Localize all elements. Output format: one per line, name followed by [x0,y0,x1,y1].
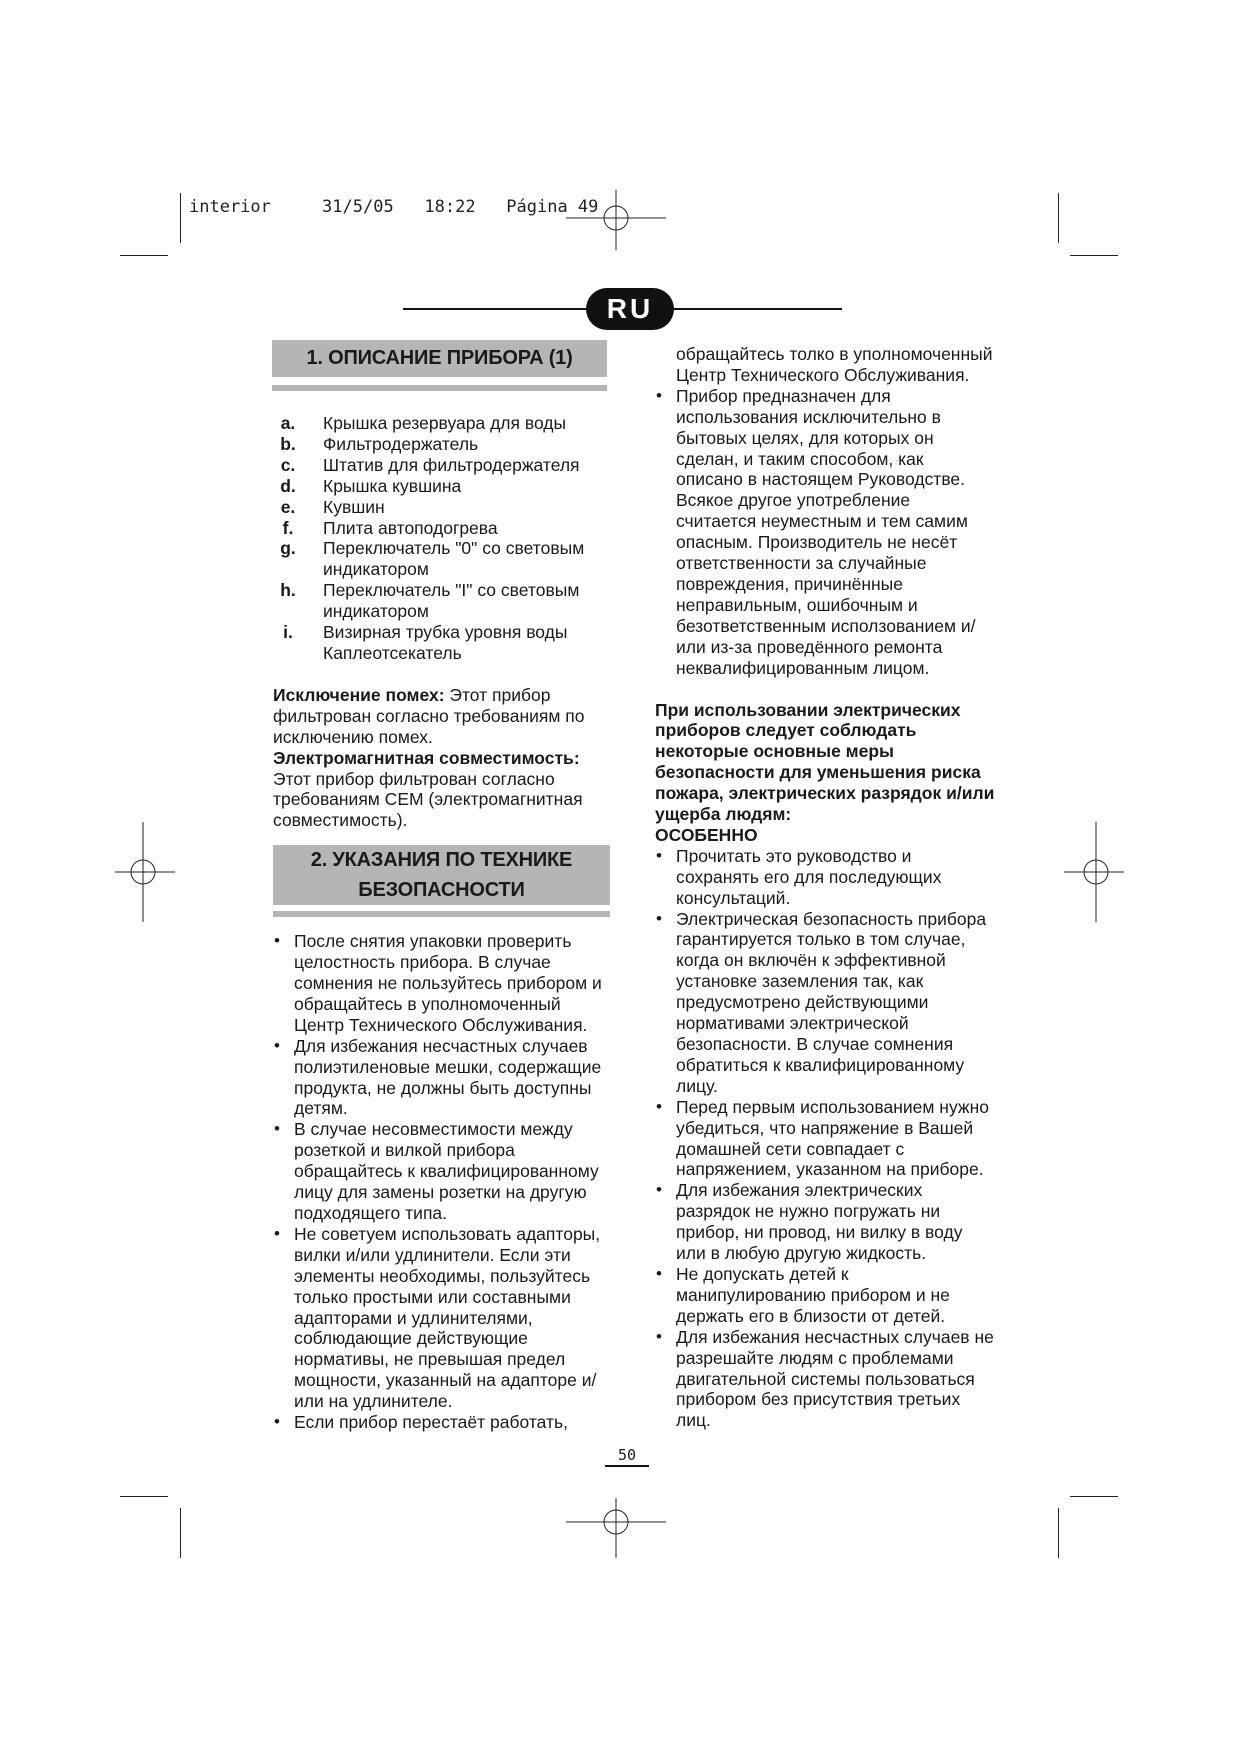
list-item: • Не советуем использовать адапторы, вилки и/или удлинители. Если эти элементы необходимы, пользуйтесь только простыми или составными адапторами и удлинителями, соблюдающие действующие нормативы, не превышая предел мощности, указанный на адапторе и/или на удлинителе. [273,1224,613,1412]
list-item: • В случае несовместимости между розеткой и вилкой прибора обращайтесь к квалифицированному лицу для замены розетки на другую подходящего типа. [273,1119,613,1224]
list-item: Каплеотсекатель [323,642,462,663]
interference-text: Этот прибор фильтрован согласно требованиям по исключению помех. [273,684,585,747]
section-2-title-line1: 2. УКАЗАНИЯ ПО ТЕХНИКЕ [310,849,573,872]
crop-mark [1058,1508,1059,1558]
section-1-title: 1. ОПИСАНИЕ ПРИБОРА (1) [272,340,607,377]
section-1-underline [272,385,607,391]
header-rule-right [668,308,842,310]
list-item: • Не допускать детей к манипулированию прибором и не держать его в близости от детей. [655,1264,995,1327]
safety-list-left [273,931,613,1433]
interference-label: Исключение помех: [273,684,445,705]
list-item: • После снятия упаковки проверить целостность прибора. В случае сомнения не пользуйтесь прибором и обращайтесь в уполномоченный Центр Технического Обслуживания. [273,931,613,1036]
list-item: • Для избежания несчастных случаев не разрешайте людям с проблемами двигательной системы пользоваться прибором без присутствия третьих лиц. [655,1327,995,1432]
list-item: e. Кувшин [280,496,385,517]
parts-list [273,413,613,664]
print-slug: interior 31/5/05 18:22 Página 49 [189,197,599,217]
header-rule-left [403,308,593,310]
left-column [273,340,613,1433]
list-item: • Электрическая безопасность прибора гарантируется только в том случае, когда он включён к эффективной установке заземления так, как предусмотрено действующими нормативами электрической безопасности. В случае сомнения обратиться к квалифицированному лицу. [655,909,995,1097]
crop-mark [1070,1496,1118,1497]
emc-text: Этот прибор фильтрован согласно требованиям CEM (электромагнитная совместимость). [273,768,583,831]
list-item: • Для избежания несчастных случаев полиэтиленовые мешки, содержащие продукта, не должны быть доступны детям. [273,1036,613,1120]
list-item: a. Крышка резервуара для воды [280,413,567,433]
crop-mark [120,255,168,256]
list-item: g. Переключатель "0" со световым индикатором [280,538,585,580]
emc-label: Электромагнитная совместимость: [273,747,580,768]
list-item: d. Крышка кувшина [280,475,462,496]
list-item: f. Плита автоподогрева [282,517,498,538]
warning-intro: При использовании электрических приборов следует соблюдать некоторые основные меры безопасности для уменьшения риска пожара, электрических разрядок и/или ущерба людям: [655,699,995,825]
list-item: c. Штатив для фильтродержателя [280,454,580,475]
page-number: 50 [605,1446,649,1467]
language-badge: RU [586,288,674,330]
crop-mark [180,193,181,243]
safety-list-right-bottom [655,846,995,1431]
continuation-text: обращайтесь толко в уполномоченный Центр Технического Обслуживания. [676,344,993,385]
registration-mark-right [1064,822,1124,922]
safety-list-right-top [655,386,995,679]
list-item: • Прибор предназначен для использования исключительно в бытовых целях, для которых он сделан, и таким способом, как описано в настоящем Руководстве. Всякое другое употребление считается неуместным и тем самим опасным. Производитель не несёт ответственности за случайные повреждения, причинённые неправильным, ошибочным и безответственным исползованием и/или из-за проведённого ремонта неквалифицированным лицом. [655,386,995,679]
list-item: b. Фильтродержатель [280,433,479,454]
warning-especially: ОСОБЕННО [655,824,758,845]
section-2-underline [273,911,610,917]
list-item: • Прочитать это руководство и сохранять его для последующих консультаций. [655,846,995,909]
right-column [655,344,995,1431]
section-2-title-line2: БЕЗОПАСНОСТИ [358,879,525,902]
list-item: • Если прибор перестаёт работать, [273,1412,613,1433]
list-item: i. Визирная трубка уровня воды [283,622,568,643]
section-2-title [273,845,610,905]
crop-mark [1070,255,1118,256]
crop-mark [180,1508,181,1558]
list-item: • Перед первым использованием нужно убедиться, что напряжение в Вашей домашней сети совпадает с напряжением, указанном на приборе. [655,1097,995,1181]
interference-paragraph [273,685,613,748]
registration-mark-top [566,190,666,250]
list-item: • Для избежания электрических разрядок не нужно погружать ни прибор, ни провод, ни вилку в воду или в любую другую жидкость. [655,1180,995,1264]
crop-mark [120,1496,168,1497]
registration-mark-bottom [566,1498,666,1558]
list-item: h. Переключатель "I" со световым индикатором [280,580,580,622]
crop-mark [1058,193,1059,243]
registration-mark-left [115,822,175,922]
